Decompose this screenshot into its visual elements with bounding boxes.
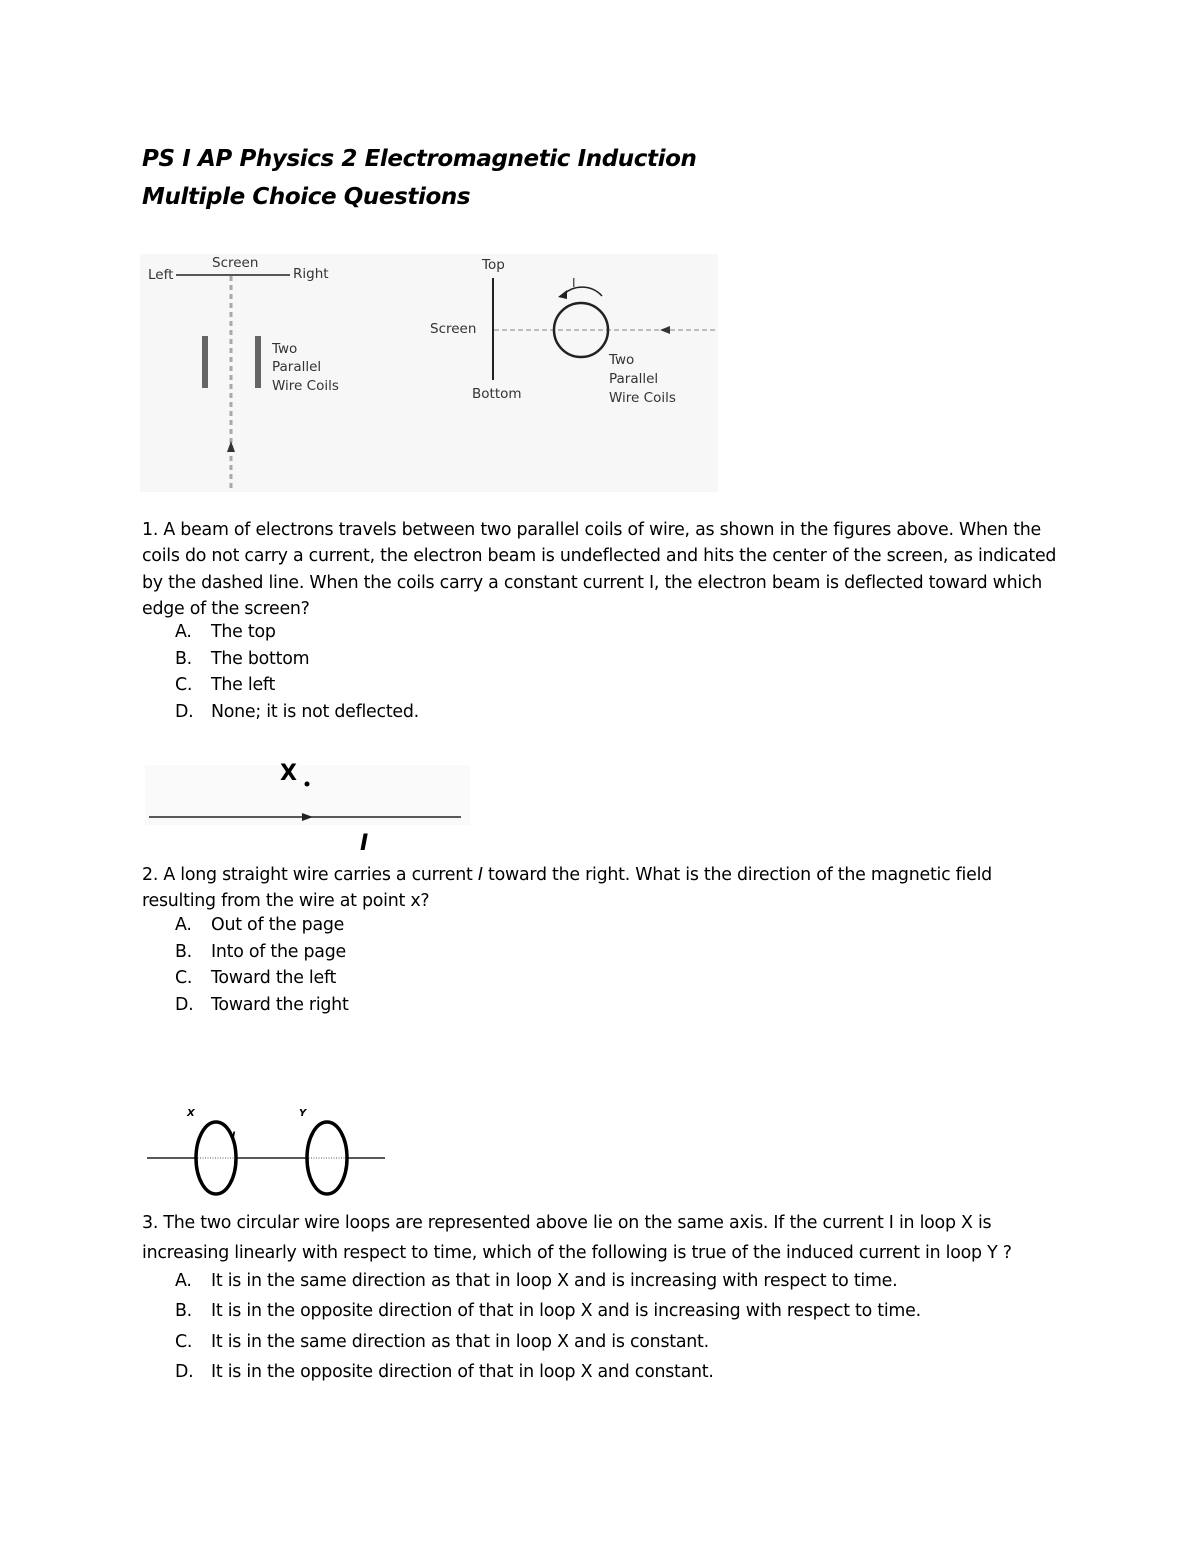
choice-text: Into of the page [211,941,346,962]
choice-text: Out of the page [211,915,345,935]
loop-y-label: Y [299,1108,307,1119]
question-2-number: 2. [142,865,159,885]
question-2-choices [175,915,349,1021]
figure-2 [145,755,470,855]
choice-2c[interactable] [175,968,349,995]
screen-label-left-view: Screen [212,255,259,271]
choice-1d[interactable] [175,702,419,729]
choice-letter: A. [175,915,192,935]
choice-letter: A. [175,622,192,642]
question-3-text: The two circular wire loops are represented above lie on the same axis. If the current I in loop X is increasing linearly with respect to time, which of the following is true of the induced current in loop Y ? [142,1213,1012,1263]
question-3-choices [175,1271,921,1392]
page-title: PS I AP Physics 2 Electromagnetic Induction [142,146,697,172]
point-x-label: X [280,761,297,786]
choice-text: It is in the opposite direction of that in loop X and is increasing with respect to time. [211,1301,921,1322]
screen-label-right-view: Screen [430,321,477,337]
choice-letter: B. [175,648,192,669]
choice-3b[interactable] [175,1301,921,1331]
question-2-current-symbol: I [477,865,483,885]
choice-text: The bottom [211,648,310,669]
choice-letter: D. [175,1361,194,1382]
choice-letter: C. [175,968,193,988]
current-label-figure-3: I [232,1131,236,1141]
choice-text: None; it is not deflected. [211,701,419,722]
choice-text: The left [211,675,276,695]
choice-3d[interactable] [175,1362,921,1392]
question-1-number: 1. [142,520,159,540]
choice-letter: D. [175,994,194,1015]
coil-left [202,336,208,388]
choice-letter: C. [175,675,193,695]
coil-right [255,336,261,388]
question-2 [142,862,1057,915]
loop-x-label: X [187,1108,195,1119]
choice-3c[interactable] [175,1332,921,1362]
choice-2b[interactable] [175,942,349,969]
question-1-choices [175,622,419,728]
choice-letter: A. [175,1271,192,1291]
choice-letter: C. [175,1331,193,1352]
current-label-figure-1: I [572,276,576,290]
bottom-label: Bottom [472,386,522,402]
left-label: Left [148,267,174,283]
coils-label-left-view: Two Parallel Wire Coils [272,341,339,394]
right-label: Right [293,266,329,282]
choice-1c[interactable] [175,675,419,702]
choice-text: Toward the right [211,994,349,1015]
page-subtitle: Multiple Choice Questions [142,184,471,210]
choice-1b[interactable] [175,649,419,676]
choice-letter: B. [175,941,192,962]
choice-text: It is in the opposite direction of that in loop X and constant. [211,1361,714,1382]
top-label: Top [482,257,505,273]
choice-3a[interactable] [175,1271,921,1301]
choice-text: It is in the same direction as that in loop X and is increasing with respect to time. [211,1271,898,1291]
figure-3 [145,1102,390,1202]
choice-letter: D. [175,701,194,722]
choice-text: Toward the left [211,968,337,988]
question-1-text: A beam of electrons travels between two parallel coils of wire, as shown in the figures above. When the coils do not carry a current, the electron beam is undeflected and hits the center of the screen, as indicated by the dashed line. When the coils carry a constant current I, the electron beam is deflected toward which edge of the screen? [142,520,1057,619]
figure-1 [140,252,720,497]
coils-label-right-view: Two Parallel Wire Coils [609,352,676,406]
choice-letter: B. [175,1301,192,1322]
question-3 [142,1208,1072,1268]
choice-2a[interactable] [175,915,349,942]
choice-2d[interactable] [175,995,349,1022]
choice-text: The top [211,622,276,642]
question-2-text-before: A long straight wire carries a current [163,865,478,885]
choice-1a[interactable] [175,622,419,649]
point-x-dot [305,782,310,787]
choice-text: It is in the same direction as that in loop X and is constant. [211,1331,709,1352]
question-1 [142,517,1057,622]
question-3-number: 3. [142,1213,159,1233]
current-label-figure-2: I [360,831,369,855]
question-2-text-after: toward the right. What is the direction of the magnetic field resulting from the wire at point x? [142,865,992,912]
